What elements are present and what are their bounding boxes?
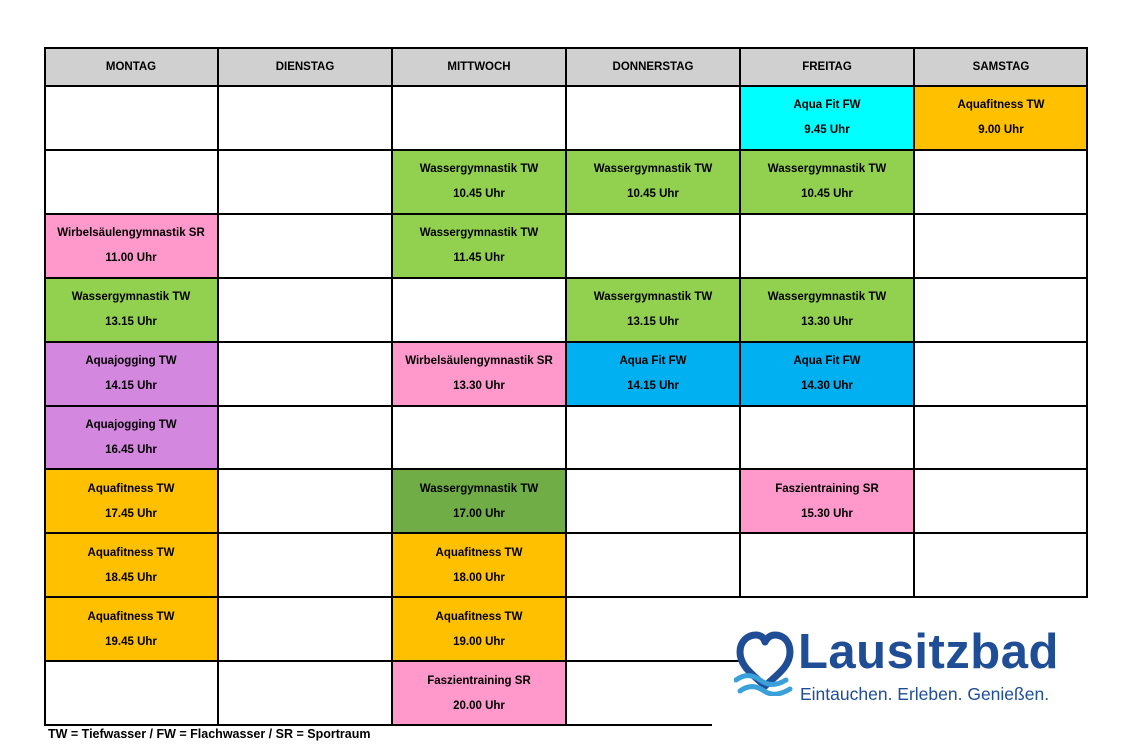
grid-line [739, 47, 741, 597]
grid-line [1086, 47, 1088, 597]
day-header: MITTWOCH [392, 47, 566, 86]
class-cell [740, 150, 914, 214]
grid-line [44, 724, 712, 726]
class-time: 11.00 Uhr [105, 252, 157, 265]
grid-line [565, 47, 567, 725]
class-cell [392, 597, 566, 661]
class-time: 17.45 Uhr [105, 507, 157, 520]
class-time: 15.30 Uhr [801, 507, 853, 520]
class-name: Aquafitness TW [87, 610, 175, 623]
class-cell [740, 342, 914, 406]
class-cell [392, 533, 566, 597]
class-cell [392, 661, 566, 725]
class-name: Wassergymnastik TW [419, 482, 539, 495]
class-time: 10.45 Uhr [627, 188, 679, 201]
class-cell [740, 469, 914, 533]
class-name: Aqua Fit FW [793, 99, 861, 112]
class-cell [44, 214, 218, 278]
class-time: 17.00 Uhr [453, 507, 505, 520]
lausitzbad-logo [734, 625, 1084, 708]
class-name: Aqua Fit FW [793, 355, 861, 368]
class-name: Wassergymnastik TW [767, 291, 887, 304]
legend: TW = Tiefwasser / FW = Flachwasser / SR = Sportraum [48, 727, 371, 741]
class-cell [914, 86, 1088, 150]
class-time: 10.45 Uhr [801, 188, 853, 201]
class-time: 13.15 Uhr [627, 316, 679, 329]
class-time: 9.45 Uhr [804, 124, 850, 137]
logo-wordmark: Lausitzbad [798, 625, 1059, 679]
class-time: 18.00 Uhr [453, 571, 505, 584]
class-name: Aquajogging TW [85, 418, 177, 431]
class-cell [44, 278, 218, 342]
class-cell [740, 278, 914, 342]
class-name: Wassergymnastik TW [593, 291, 713, 304]
class-cell [740, 86, 914, 150]
class-time: 13.30 Uhr [453, 380, 505, 393]
class-cell [392, 342, 566, 406]
class-time: 9.00 Uhr [978, 124, 1024, 137]
grid-line [913, 47, 915, 597]
class-cell [44, 597, 218, 661]
class-cell [44, 342, 218, 406]
class-cell [44, 469, 218, 533]
class-name: Wassergymnastik TW [419, 227, 539, 240]
class-name: Aquafitness TW [435, 610, 523, 623]
class-time: 20.00 Uhr [453, 699, 505, 712]
class-name: Faszientraining SR [775, 482, 879, 495]
grid-line [217, 47, 219, 725]
class-name: Aquafitness TW [435, 546, 523, 559]
class-cell [392, 214, 566, 278]
class-name: Aquajogging TW [85, 355, 177, 368]
grid-line [391, 47, 393, 725]
class-time: 18.45 Uhr [105, 571, 157, 584]
class-time: 19.00 Uhr [453, 635, 505, 648]
class-name: Wassergymnastik TW [419, 163, 539, 176]
class-cell [566, 278, 740, 342]
class-name: Aquafitness TW [87, 482, 175, 495]
class-time: 14.15 Uhr [105, 380, 157, 393]
class-time: 19.45 Uhr [105, 635, 157, 648]
class-time: 13.30 Uhr [801, 316, 853, 329]
grid-line [44, 47, 46, 725]
day-header: MONTAG [44, 47, 218, 86]
class-cell [392, 469, 566, 533]
class-name: Wassergymnastik TW [71, 291, 191, 304]
class-name: Wirbelsäulengymnastik SR [57, 227, 205, 240]
day-header: DIENSTAG [218, 47, 392, 86]
class-time: 16.45 Uhr [105, 443, 157, 456]
class-cell [44, 533, 218, 597]
day-header: DONNERSTAG [566, 47, 740, 86]
class-time: 11.45 Uhr [453, 252, 505, 265]
class-name: Wirbelsäulengymnastik SR [405, 355, 553, 368]
logo-heart-outline [740, 635, 790, 686]
class-time: 13.15 Uhr [105, 316, 157, 329]
class-time: 14.30 Uhr [801, 380, 853, 393]
class-cell [566, 150, 740, 214]
class-time: 10.45 Uhr [453, 188, 505, 201]
wave-heart-icon [734, 630, 796, 696]
class-cell [566, 342, 740, 406]
class-name: Wassergymnastik TW [593, 163, 713, 176]
logo-slogan: Eintauchen. Erleben. Genießen. [800, 684, 1050, 704]
class-name: Aqua Fit FW [619, 355, 687, 368]
class-cell [44, 406, 218, 470]
class-name: Faszientraining SR [427, 674, 531, 687]
class-cell [392, 150, 566, 214]
day-header: FREITAG [740, 47, 914, 86]
class-time: 14.15 Uhr [627, 380, 679, 393]
day-header: SAMSTAG [914, 47, 1088, 86]
class-name: Aquafitness TW [87, 546, 175, 559]
class-name: Wassergymnastik TW [767, 163, 887, 176]
class-name: Aquafitness TW [957, 99, 1045, 112]
